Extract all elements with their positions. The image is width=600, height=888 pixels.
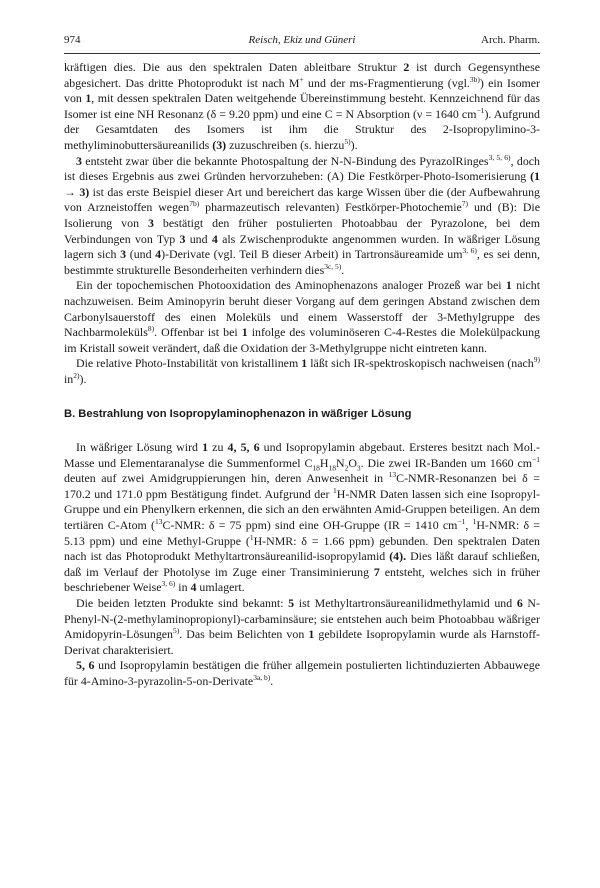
journal-name: Arch. Pharm. bbox=[481, 34, 540, 46]
paragraph: kräftigen dies. Die aus den spektralen Daten ableitbare Struktur 2 ist durch Gegensynthese abgesichert. Das dritte Photoprodukt ist nach M+ und der ms-Fragmentierung (vgl.$^{3b)}$) ein Isomer von 1, mit dessen spektralen Daten weitgehende Übereinstimmung besteht. Kennzeichnend für das Isomer ist eine NH Resonanz (δ = 9.20 ppm) und eine C = N Absorption (ν = 1640 $cm^{-1}$). Aufgrund der Gesamtdaten des Isomers ist ihm die Struktur des 2-Isopropylimino-3-methyliminobuttersäureanilids (3) zuzuschreiben (s. hierzu$^{5)}$). bbox=[64, 60, 541, 152]
running-header bbox=[64, 34, 540, 50]
paragraph: 5, 6 und Isopropylamin bestätigen die früher allgemein postulierten lichtinduzierten Abbauwege für 4-Amino-3-pyrazolin-5-on-Derivate$^{3a, b)}$. bbox=[64, 658, 541, 688]
page-number: 974 bbox=[64, 34, 81, 46]
body-text bbox=[64, 60, 540, 690]
paragraph: 3 entsteht zwar über die bekannte Photospaltung der N-N-Bindung des PyrazolRinges$^{3, 5, 6)}$, doch ist dieses Ergebnis aus zwei Gründen hervorzuheben: (A) Die Festkörper-Photo-Isomerisierung (1 → 3) ist das erste Beispiel dieser Art und bereichert das karge Wissen über die (der Aufbewahrung von Arzneistoffen wegen$^{7b)}$ pharmazeutisch relevanten) Festkörper-Photochemie$^{7)}$ und (B): Die Isolierung von 3 bestätigt den früher postulierten Photoabbau der Pyrazolone, bei dem Verbindungen von Typ 3 und 4 als Zwischenprodukte angenommen wurden. In wäßriger Lösung lagern sich 3 (und 4)-Derivate (vgl. Teil B dieser Arbeit) in Tartronsäureamide um$^{3, 6)}$, es sei denn, bestimmte strukturelle Besonderheiten verhindern dies$^{3c, 5)}$. bbox=[64, 152, 541, 277]
paragraph: Ein der topochemischen Photooxidation des Aminophenazons analoger Prozeß war bei 1 nicht nachzuweisen. Beim Aminopyrin beruht dieser Vorgang auf dem geringen Abstand zwischen dem Carbonylsauerstoff des einen Moleküls und einem Wasserstoff der 3-Methylgruppe des Nachbarmoleküls$^{8)}$. Offenbar ist bei 1 infolge des voluminöseren C-4-Restes die Molekülpackung im Kristall soweit verändert, daß die Oxidation der 3-Methylgruppe nicht eintreten kann. bbox=[64, 278, 541, 355]
section-heading: B. Bestrahlung von Isopropylaminophenazon in wäßriger Lösung bbox=[64, 408, 412, 421]
paragraph: Die beiden letzten Produkte sind bekannt: 5 ist Methyltartronsäureanilidmethylamid und 6 N-Phenyl-N-(2-methylaminopropionyl)-carbaminsäure; sie entstehen auch beim Photoabbau wäßriger Amidopyrin-Lösungen$^{5)}$. Das beim Belichten von 1 gebildete Isopropylamin wurde als Harnstoff-Derivat charakterisiert. bbox=[64, 596, 540, 657]
running-authors: Reisch, Ekiz und Güneri bbox=[248, 34, 356, 46]
paragraph: Die relative Photo-Instabilität von kristallinem 1 läßt sich IR-spektroskopisch nachweisen (nach$^{9)}$ $in^{2)}$). bbox=[64, 355, 540, 386]
paragraph: In wäßriger Lösung wird 1 zu 4, 5, 6 und Isopropylamin abgebaut. Ersteres besitzt nach Mol.-Masse und Elementaranalyse die Summenformel $C_{18}H_{18}N_2O_3$. Die zwei IR-Banden um 1660 $cm^{-1}$ deuten auf zwei Amidgruppierungen hin, deren Anwesenheit in $^{13}$C-NMR-Resonanzen bei δ = 170.2 und 171.0 ppm Bestätigung findet. Aufgrund der $^1$H-NMR Daten lassen sich eine Isopropyl-Gruppe und ein Phenylkern erkennen, die sich an den erwähnten Amid-Gruppen beteiligen. An dem tertiären C-Atom ($^{13}$C-NMR: δ = 75 ppm) sind eine OH-Gruppe (IR = 1410 $cm^{-1}$, $^1$H-NMR: δ = 5.13 ppm) und eine Methyl-Gruppe ($^1$H-NMR: δ = 1.66 ppm) gebunden. Den spektralen Daten nach ist das Photoprodukt Methyltartronsäureanilid-isopropylamid (4). Dies läßt darauf schließen, daß im Verlauf der Photolyse im Zuge einer Transiminierung 7 entsteht, welches sich in früher beschriebener Weise$^{3, 6)}$ in 4 umlagert. bbox=[64, 440, 540, 595]
header-rule bbox=[64, 53, 540, 54]
